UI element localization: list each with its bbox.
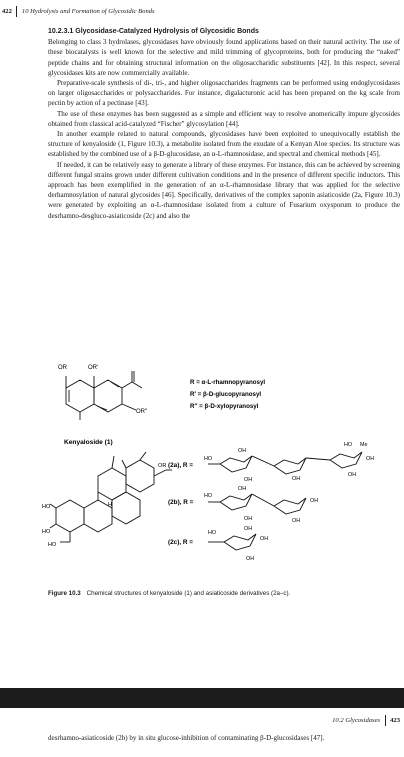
running-title: 10 Hydrolysis and Formation of Glycosidic Bonds: [21, 8, 155, 15]
label-2c: (2c), R =: [168, 539, 194, 546]
next-page-number: 423: [390, 717, 400, 724]
next-header-rule: [385, 715, 386, 726]
label-r2-definition: R″ = β-D-xylopyranosyl: [190, 403, 259, 410]
label-2a-oh2: OH: [244, 477, 253, 483]
label-kenyaloside: Kenyaloside (1): [64, 439, 113, 446]
label-or-double-prime: OR″: [136, 409, 148, 415]
label-2a-ho2: HO: [344, 442, 353, 448]
label-2b: (2b), R =: [168, 499, 194, 506]
figure-caption-text: Chemical structures of kenyaloside (1) and asiaticoside derivatives (2a–c).: [86, 590, 291, 597]
label-2a-oh5: OH: [348, 472, 357, 478]
label-2c-ho: HO: [208, 530, 217, 536]
label-2a-oh1: OH: [238, 448, 247, 454]
label-2b-oh4: OH: [292, 518, 301, 524]
page-423: [0, 708, 404, 757]
label-2a-ho: HO: [204, 456, 213, 462]
label-2c-oh1: OH: [244, 526, 253, 532]
continued-text: desrhamno-asiaticoside (2b) by in situ glucose-inhibition of contaminating β-D-glucosidases [47].: [48, 734, 325, 742]
label-ho-c: HO: [48, 542, 57, 548]
label-ho-b: HO: [42, 529, 51, 535]
label-2b-oh3: OH: [310, 498, 319, 504]
label-2a-oh4: OH: [366, 456, 375, 462]
label-2b-oh1: OH: [238, 486, 247, 492]
header-rule: [16, 6, 17, 17]
label-2b-oh2: OH: [244, 516, 253, 522]
label-2a-me: Me: [360, 442, 368, 448]
page-number: 422: [2, 8, 12, 15]
running-header-next: [332, 715, 400, 726]
label-2a: (2a), R =: [168, 462, 194, 469]
section-heading: 10.2.3.1 Glycosidase-Catalyzed Hydrolysis of Glycosidic Bonds: [48, 28, 259, 35]
label-or: OR: [58, 365, 67, 371]
label-ho-a: HO: [42, 504, 51, 510]
next-running-title: 10.2 Glycosidases: [332, 717, 381, 724]
label-h-stereo: H: [108, 502, 113, 508]
label-2c-oh2: OH: [260, 536, 269, 542]
label-2a-oh3: OH: [292, 476, 301, 482]
figure-caption: [48, 590, 400, 597]
label-r-definition: R = α-L-rhamnopyranosyl: [190, 379, 266, 386]
figure-10-3-structures: [42, 356, 400, 581]
label-r1-definition: R′ = β-D-glucopyranosyl: [190, 391, 262, 398]
label-2c-oh3: OH: [246, 556, 255, 562]
paragraph-4: In another example related to natural compounds, glycosidases have been exploited to unequivocally establish the structure of kenyaloside (1, Figure 10.3), a metabolite isolated from the exudate of a Kenyan Aloe species. Its structure was established by the combined use of a β-D-glucosidase, an α-L-rhamnosidase, and spectral and chemical methods [45].: [48, 130, 400, 159]
label-triterpene-or: OR: [158, 463, 167, 469]
paragraph-5: If needed, it can be relatively easy to generate a library of these enzymes. For instance, this can be achieved by screening different fungal strains grown under different cultivation conditions and in the presence of different specific inductors. This approach has been exemplified in the generation of an α-L-rhamnosidase library that was applied for the selective derhamnosylation of natural glycosides [46]. Specifically, derivatives of the complex saponin asiaticoside (2a, Figure 10.3) were generated by exploiting an α-L-rhamnosidase isolated from a culture of Fusarium oxysporum to produce the desrhamno-desgluco-asiaticoside (2c) and also the: [48, 160, 400, 220]
section-10-2-3-1: [48, 27, 400, 221]
page-gap: [0, 688, 404, 708]
label-or-prime: OR′: [88, 365, 99, 371]
paragraph-3: The use of these enzymes has been suggested as a simple and efficient way to resolve anomerically impure glycosides obtained from classical acid-catalyzed “Fischer” glycosylation [44].: [48, 109, 400, 128]
label-2b-ho: HO: [204, 493, 213, 499]
running-header: [2, 6, 155, 17]
paragraph-2: Preparative-scale synthesis of di-, tri-, and higher oligosaccharides fragments can be performed using endoglycosidases on larger oligosaccharides or polysaccharides. For instance, digalacturonic acid has been prepared on the kg scale from pectin by action of a pectinase [43].: [48, 79, 400, 108]
paragraph-1: Belonging to class 3 hydrolases, glycosidases have obviously found applications based on their natural activity. The use of these biocatalysts is well known for the selective and mild trimming of glycoproteins, both for producing the “naked” peptide chains and for obtaining structural information on the oligosaccharidic substituents [42]. In this respect, several glycosidases kits are now commercially available.: [48, 38, 400, 77]
figure-caption-label: Figure 10.3: [48, 590, 81, 597]
